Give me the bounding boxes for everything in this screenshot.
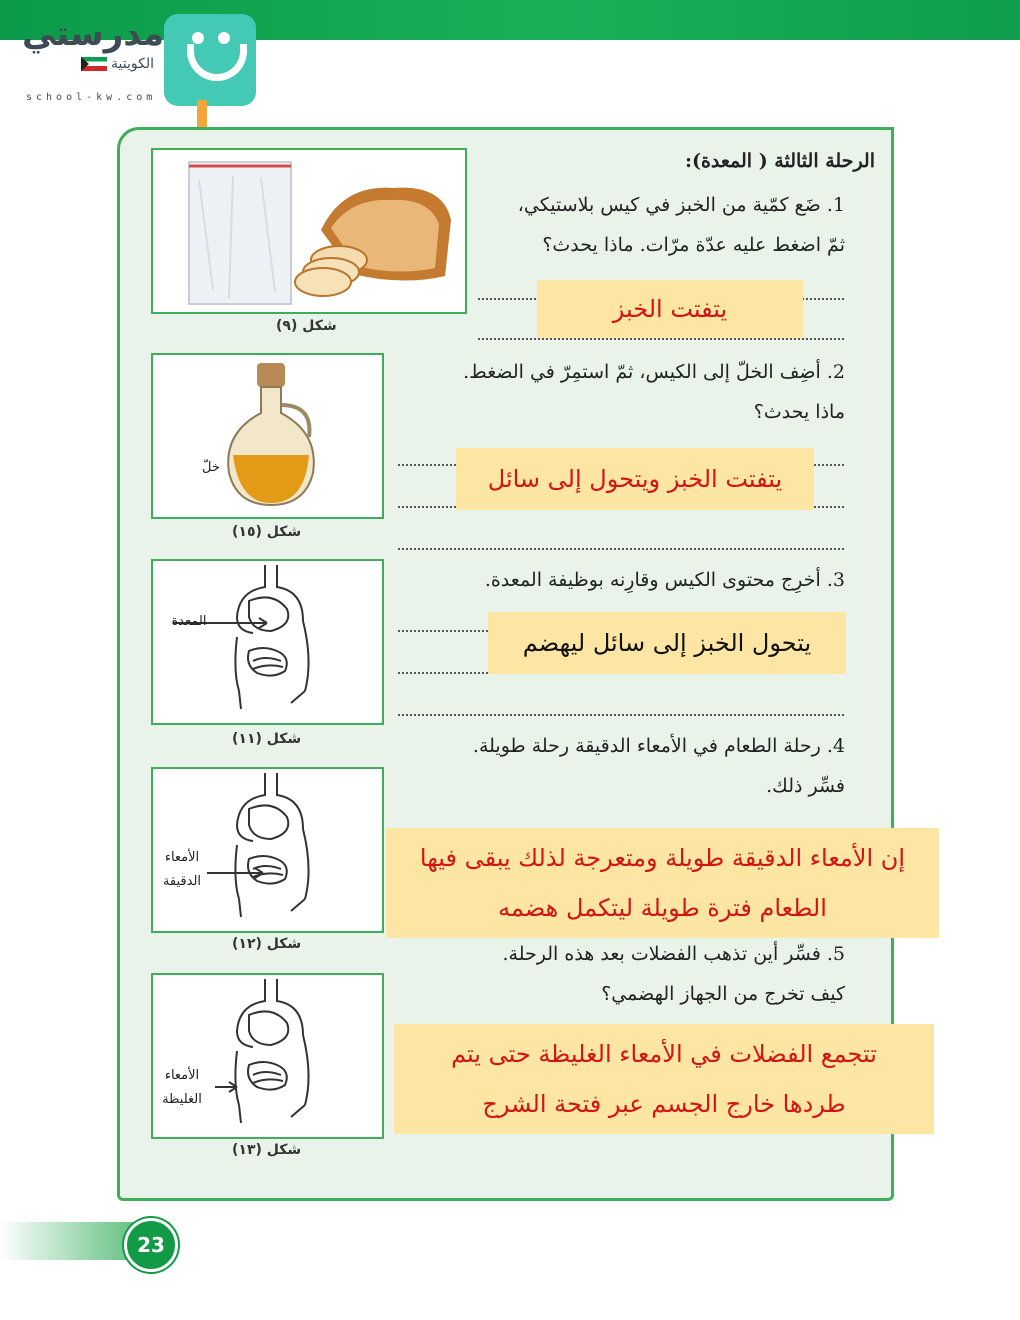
answer-3-text: يتحول الخبز إلى سائل ليهضم (522, 629, 812, 657)
answer-line (478, 338, 844, 340)
figure-11-caption: شكل (١١) (232, 731, 302, 747)
answer-line (398, 714, 844, 716)
figure-10-caption: شكل (١٥) (232, 524, 302, 540)
question-1-line-2: ثمّ اضغط عليه عدّة مرّات. ماذا يحدث؟ (542, 234, 845, 256)
question-1 (465, 185, 845, 265)
answer-4-line-1: إن الأمعاء الدقيقة طويلة ومتعرجة لذلك يبقى فيها (419, 844, 906, 872)
page-number: 23 (124, 1218, 178, 1272)
answer-3-box (488, 612, 846, 674)
brand-url: school-kw.com (26, 92, 157, 103)
answer-2-text: يتفتت الخبز ويتحول إلى سائل (487, 465, 783, 493)
brand-subtitle-text: الكويتية (111, 56, 154, 72)
answer-line (398, 548, 844, 550)
figure-13-box (151, 973, 384, 1139)
answer-4-box (386, 828, 939, 938)
question-3 (395, 560, 845, 600)
small-intestine-label-text: الأمعاء الدقيقة (162, 850, 202, 889)
kuwait-flag-icon (81, 57, 107, 71)
large-intestine-label-text: الأمعاء الغليظة (162, 1068, 202, 1107)
figure-10-box (151, 353, 384, 519)
question-2 (395, 352, 845, 432)
figure-12-caption: شكل (١٢) (232, 936, 302, 952)
brand-name: مدرستي (22, 14, 164, 54)
answer-5-line-2: طردها خارج الجسم عبر فتحة الشرج (482, 1090, 846, 1118)
vinegar-bottle-illustration (153, 355, 382, 517)
logo-dot (192, 32, 204, 44)
large-intestine-diagram (153, 975, 382, 1137)
answer-2-box (456, 448, 814, 510)
figure-9-caption: شكل (٩) (276, 318, 337, 334)
figure-11-box (151, 559, 384, 725)
question-5-line-2: كيف تخرج من الجهاز الهضمي؟ (601, 983, 845, 1005)
question-4-line-1: 4. رحلة الطعام في الأمعاء الدقيقة رحلة طويلة. (472, 735, 845, 757)
bread-bag-illustration (153, 150, 465, 312)
question-3-line-1: 3. أخرِج محتوى الكيس وقارِنه بوظيفة المعدة. (484, 569, 845, 591)
question-1-line-1: 1. ضَع كمّية من الخبز في كيس بلاستيكي، (517, 194, 845, 216)
answer-5-line-1: تتجمع الفضلات في الأمعاء الغليظة حتى يتم (451, 1040, 877, 1068)
figure-13-caption: شكل (١٣) (232, 1142, 302, 1158)
lesson-title: الرحلة الثالثة ( المعدة): (684, 150, 875, 172)
answer-1-text: يتفتت الخبز (612, 295, 728, 323)
question-2-line-2: ماذا يحدث؟ (753, 401, 845, 423)
vinegar-label: خلّ (202, 460, 220, 475)
small-intestine-label (156, 846, 208, 894)
answer-5-box (394, 1024, 934, 1134)
question-5 (385, 934, 845, 1014)
answer-4-line-2: الطعام فترة طويلة ليتكمل هضمه (498, 894, 827, 922)
logo-dot (218, 32, 230, 44)
figure-9-box (151, 148, 467, 314)
question-2-line-1: 2. أضِف الخلّ إلى الكيس، ثمّ استمِرّ في الضغط. (463, 361, 845, 383)
brand-subtitle (22, 56, 154, 72)
question-5-line-1: 5. فسِّر أين تذهب الفضلات بعد هذه الرحلة. (502, 943, 845, 965)
stomach-diagram (153, 561, 382, 723)
large-intestine-label (156, 1064, 208, 1112)
question-4 (385, 726, 845, 806)
brand (22, 14, 164, 72)
question-4-line-2: فسِّر ذلك. (766, 775, 845, 797)
stomach-label: المعدة (171, 614, 207, 629)
answer-1-box (537, 280, 803, 338)
